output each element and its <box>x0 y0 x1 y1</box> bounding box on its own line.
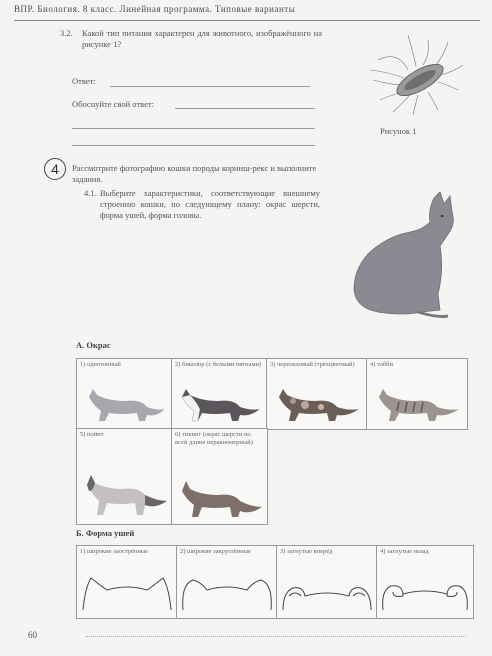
ears-curled-back-icon <box>381 574 469 614</box>
cornish-rex-photo <box>348 190 468 324</box>
coat-option-6[interactable] <box>171 428 268 525</box>
coat-option-3-label: 3) черепаховый (трёхцветный) <box>270 361 355 368</box>
coat-option-4-label: 4) табби <box>370 361 393 368</box>
footer-rule <box>86 636 466 637</box>
coat-option-2[interactable] <box>171 358 268 430</box>
ears-wide-pointed-icon <box>81 574 173 614</box>
coat-option-1-label: 1) однотонный <box>80 361 121 368</box>
justify-line-3[interactable] <box>72 145 315 146</box>
task-4-1-number: 4.1. <box>84 188 97 198</box>
section-b-title: Б. Форма ушей <box>76 528 135 538</box>
ears-wide-rounded-icon <box>181 574 273 614</box>
justify-label: Обоснуйте свой ответ: <box>72 99 154 109</box>
ear-option-1[interactable] <box>76 545 178 619</box>
justify-line-1[interactable] <box>175 108 315 109</box>
page-number: 60 <box>28 630 37 640</box>
task-4-intro: Рассмотрите фотографию кошки породы корниш-рекс и выполните задания. <box>72 163 317 184</box>
cat-bicolor-icon <box>178 383 262 423</box>
task-3-2-number: 3.2. <box>60 28 73 38</box>
cat-tabby-icon <box>375 383 461 423</box>
justify-line-2[interactable] <box>72 128 315 129</box>
ear-option-2-label: 2) широкие закруглённые <box>180 548 251 555</box>
section-a-title: А. Окрас <box>76 340 111 350</box>
cat-tortoiseshell-icon <box>275 383 361 423</box>
ear-option-4-label: 4) загнутые назад <box>380 548 429 555</box>
task-4-1-text: Выберите характеристики, соответствующие внешнему строению кошки, по следующему плану: окрас шерсти, форма ушей, форма головы. <box>100 188 320 220</box>
answer-label: Ответ: <box>72 76 96 86</box>
cat-solid-icon <box>85 383 165 423</box>
figure-1-caption: Рисунок 1 <box>380 126 417 136</box>
coat-option-4[interactable] <box>366 358 468 430</box>
coat-option-5-label: 5) пойнт <box>80 431 104 438</box>
ear-option-3-label: 3) загнутые вперёд <box>280 548 333 555</box>
coat-option-6-label: 6) тикинг (окрас шерсти по всей длине неравномерный) <box>175 431 253 446</box>
ear-option-1-label: 1) широкие заострённые <box>80 548 149 555</box>
coat-option-1[interactable] <box>76 358 173 430</box>
coat-option-2-label: 2) биколор (с белыми пятнами) <box>175 361 262 368</box>
bacterium-illustration <box>368 30 468 120</box>
task-4-number: 4 <box>44 158 66 180</box>
coat-option-5[interactable] <box>76 428 173 525</box>
page-header: ВПР. Биология. 8 класс. Линейная программа. Типовые варианты <box>14 4 480 21</box>
ear-option-3[interactable] <box>276 545 378 619</box>
coat-option-3[interactable] <box>266 358 368 430</box>
ears-folded-forward-icon <box>281 574 373 614</box>
cat-ticked-icon <box>178 477 264 519</box>
ear-option-4[interactable] <box>376 545 474 619</box>
task-3-2-question: Какой тип питания характерен для животного, изображённого на рисунке 1? <box>82 28 322 49</box>
answer-line[interactable] <box>110 86 310 87</box>
ear-option-2[interactable] <box>176 545 278 619</box>
cat-point-icon <box>83 471 169 517</box>
